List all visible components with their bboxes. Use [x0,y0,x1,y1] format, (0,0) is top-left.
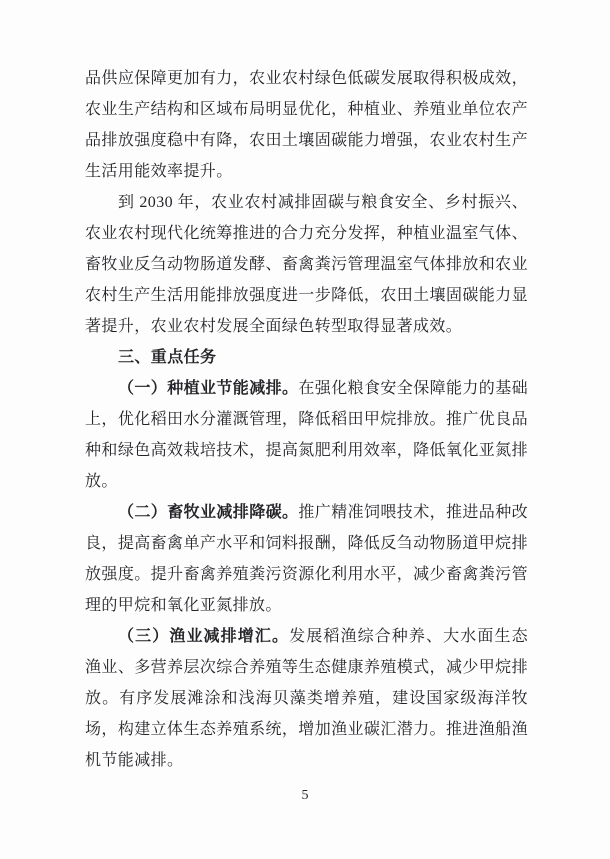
task-paragraph-fishery [85,621,528,776]
task-lead-planting: （一）种植业节能减排。 [118,380,299,397]
task-body-fishery: 发展稻渔综合种养、大水面生态渔业、多营养层次综合养殖等生态健康养殖模式，减少甲烷排放。有序发展滩涂和浅海贝藻类增养殖，建设国家级海洋牧场，构建立体生态养殖系统，增加渔业碳汇潜力。推进渔船渔机节能减排。 [85,628,528,769]
document-text-block [85,63,528,776]
task-body-planting: 在强化粮食安全保障能力的基础上，优化稻田水分灌溉管理，降低稻田甲烷排放。推广优良品种和绿色高效栽培技术，提高氮肥利用效率，降低氧化亚氮排放。 [85,380,529,490]
task-lead-fishery: （三）渔业减排增汇。 [118,628,290,645]
task-paragraph-livestock [85,497,528,621]
paragraph-2030-goals: 到 2030 年，农业农村减排固碳与粮食安全、乡村振兴、农业农村现代化统筹推进的合力充分发挥，种植业温室气体、畜牧业反刍动物肠道发酵、畜禽粪污管理温室气体排放和农业农村生产生活用能排放强度进一步降低，农田土壤固碳能力显著提升，农业农村发展全面绿色转型取得显著成效。 [85,194,528,335]
task-body-livestock: 推广精准饲喂技术，推进品种改良，提高畜禽单产水平和饲料报酬，降低反刍动物肠道甲烷排放强度。提升畜禽养殖粪污资源化利用水平，减少畜禽粪污管理的甲烷和氧化亚氮排放。 [85,504,529,614]
section-heading-key-tasks: 三、重点任务 [118,349,217,366]
task-lead-livestock: （二）畜牧业减排降碳。 [118,504,299,521]
paragraph-continuation: 品供应保障更加有力，农业农村绿色低碳发展取得积极成效，农业生产结构和区域布局明显优化，种植业、养殖业单位农产品排放强度稳中有降，农田土壤固碳能力增强，农业农村生产生活用能效率提升。 [85,70,528,180]
task-paragraph-planting [85,373,528,497]
page-number: 5 [301,788,309,803]
